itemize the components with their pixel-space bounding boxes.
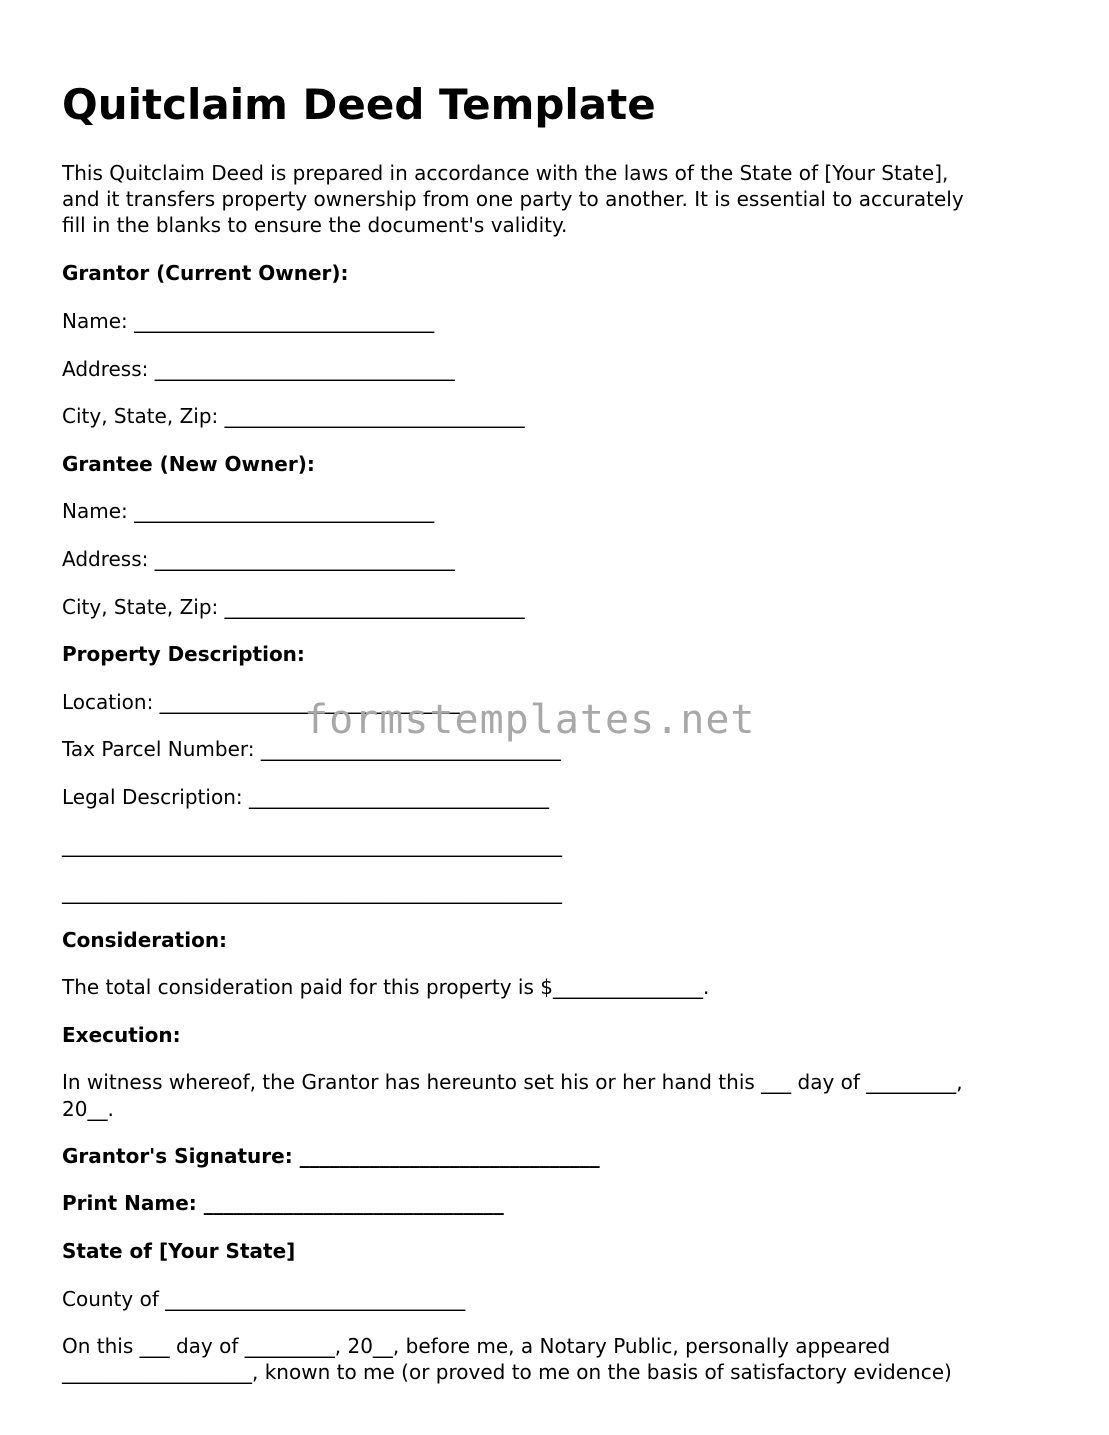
execution-heading: Execution:: [62, 1023, 181, 1047]
execution-line-2[interactable]: 20__.: [62, 1097, 114, 1121]
consideration-heading: Consideration:: [62, 928, 228, 952]
notary-line-2[interactable]: ___________________, known to me (or proved to me on the basis of satisfactory evidence): [62, 1360, 952, 1384]
property-location-field[interactable]: Location: ______________________________: [62, 690, 460, 714]
legal-description-blank-2[interactable]: __________________________________________________: [62, 880, 562, 904]
consideration-text[interactable]: The total consideration paid for this property is $_______________.: [62, 975, 710, 999]
execution-line-1[interactable]: In witness whereof, the Grantor has hereunto set his or her hand this ___ day of _________,: [62, 1070, 963, 1094]
grantor-address-field[interactable]: Address: ______________________________: [62, 357, 455, 381]
print-name-field[interactable]: Print Name: ______________________________: [62, 1191, 504, 1215]
tax-parcel-field[interactable]: Tax Parcel Number: ______________________________: [62, 737, 561, 761]
grantor-name-field[interactable]: Name: ______________________________: [62, 309, 435, 333]
page-title: Quitclaim Deed Template: [62, 80, 656, 129]
grantee-address-field[interactable]: Address: ______________________________: [62, 547, 455, 571]
grantor-city-field[interactable]: City, State, Zip: ______________________________: [62, 404, 525, 428]
grantor-heading: Grantor (Current Owner):: [62, 261, 349, 285]
grantee-name-field[interactable]: Name: ______________________________: [62, 499, 435, 523]
grantor-signature-field[interactable]: Grantor's Signature: ______________________________: [62, 1144, 600, 1168]
legal-description-field[interactable]: Legal Description: ______________________________: [62, 785, 549, 809]
grantee-heading: Grantee (New Owner):: [62, 452, 315, 476]
property-heading: Property Description:: [62, 642, 305, 666]
watermark-text: formstemplates.net: [304, 697, 756, 743]
notary-line-1[interactable]: On this ___ day of _________, 20__, before me, a Notary Public, personally appeared: [62, 1334, 891, 1358]
grantee-city-field[interactable]: City, State, Zip: ______________________________: [62, 595, 525, 619]
notary-state-heading: State of [Your State]: [62, 1239, 296, 1263]
intro-line-3: fill in the blanks to ensure the document's validity.: [62, 213, 568, 237]
intro-line-1: This Quitclaim Deed is prepared in accordance with the laws of the State of [Your State],: [62, 161, 949, 185]
legal-description-blank-1[interactable]: __________________________________________________: [62, 833, 562, 857]
intro-line-2: and it transfers property ownership from one party to another. It is essential to accurately: [62, 187, 964, 211]
notary-county-field[interactable]: County of ______________________________: [62, 1287, 466, 1311]
